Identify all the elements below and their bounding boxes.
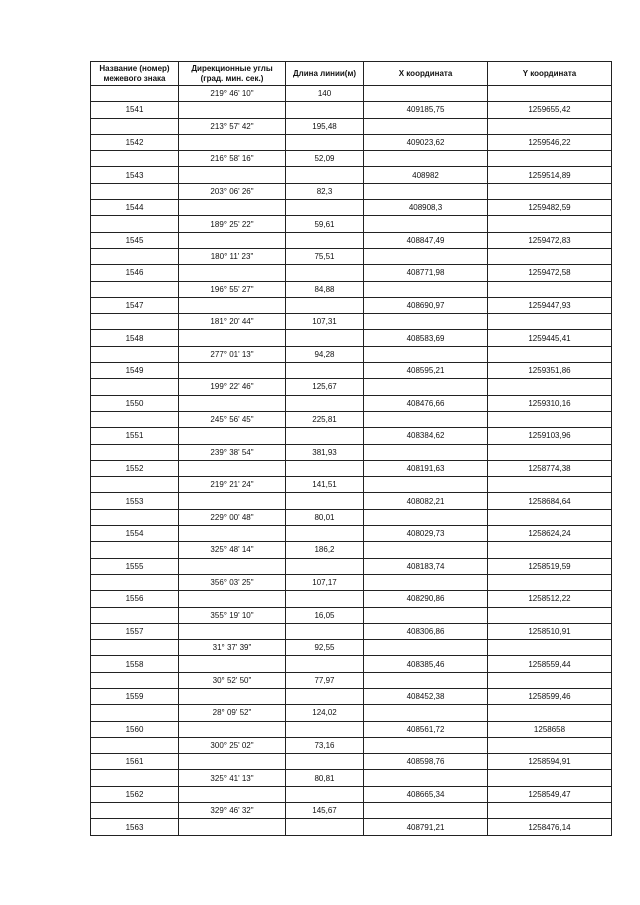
line-length-cell: 82,3: [286, 183, 364, 199]
bearing-cell: 277° 01' 13": [179, 346, 286, 362]
table-row: [91, 330, 612, 346]
marker-name-cell: 1561: [91, 754, 179, 770]
boundary-coordinates-table: [90, 61, 612, 836]
x-coordinate-cell: [364, 346, 488, 362]
x-coordinate-cell: [364, 509, 488, 525]
y-coordinate-cell: 1258476,14: [488, 819, 612, 835]
line-length-cell: [286, 265, 364, 281]
x-coordinate-cell: 408384,62: [364, 428, 488, 444]
marker-name-cell: 1550: [91, 395, 179, 411]
line-length-cell: [286, 819, 364, 835]
table-row: [91, 183, 612, 199]
table-row: [91, 640, 612, 656]
y-coordinate-cell: [488, 151, 612, 167]
x-coordinate-cell: [364, 281, 488, 297]
x-coordinate-cell: 408452,38: [364, 688, 488, 704]
bearing-cell: 181° 20' 44": [179, 314, 286, 330]
table-row: [91, 118, 612, 134]
y-coordinate-cell: 1258510,91: [488, 623, 612, 639]
x-coordinate-cell: 409185,75: [364, 102, 488, 118]
line-length-cell: [286, 428, 364, 444]
x-coordinate-cell: 408191,63: [364, 460, 488, 476]
table-row: [91, 151, 612, 167]
marker-name-cell: [91, 477, 179, 493]
x-coordinate-cell: 408583,69: [364, 330, 488, 346]
marker-name-cell: 1563: [91, 819, 179, 835]
marker-name-cell: [91, 770, 179, 786]
bearing-cell: 213° 57' 42": [179, 118, 286, 134]
marker-name-cell: 1556: [91, 591, 179, 607]
line-length-cell: [286, 558, 364, 574]
bearing-cell: 245° 56' 45": [179, 411, 286, 427]
y-coordinate-cell: [488, 216, 612, 232]
marker-name-cell: 1555: [91, 558, 179, 574]
marker-name-cell: 1562: [91, 786, 179, 802]
line-length-cell: 124,02: [286, 705, 364, 721]
x-coordinate-cell: 408982: [364, 167, 488, 183]
table-row: [91, 248, 612, 264]
marker-name-cell: [91, 281, 179, 297]
table-row: [91, 574, 612, 590]
y-coordinate-cell: [488, 281, 612, 297]
table-row: [91, 558, 612, 574]
line-length-cell: 16,05: [286, 607, 364, 623]
marker-name-cell: 1545: [91, 232, 179, 248]
x-coordinate-cell: 408690,97: [364, 297, 488, 313]
bearing-cell: [179, 656, 286, 672]
line-length-cell: [286, 134, 364, 150]
table-row: [91, 803, 612, 819]
x-coordinate-cell: 408082,21: [364, 493, 488, 509]
y-coordinate-cell: [488, 803, 612, 819]
marker-name-cell: [91, 118, 179, 134]
header-line-length: Длина линии(м): [286, 62, 364, 86]
marker-name-cell: [91, 151, 179, 167]
table-row: [91, 542, 612, 558]
bearing-cell: 199° 22' 46": [179, 379, 286, 395]
table-row: [91, 411, 612, 427]
x-coordinate-cell: [364, 411, 488, 427]
table-row: [91, 363, 612, 379]
x-coordinate-cell: 408908,3: [364, 200, 488, 216]
x-coordinate-cell: 408306,86: [364, 623, 488, 639]
header-bearing: Дирекционные углы (град. мин. сек.): [179, 62, 286, 86]
line-length-cell: [286, 526, 364, 542]
marker-name-cell: 1552: [91, 460, 179, 476]
x-coordinate-cell: [364, 770, 488, 786]
bearing-cell: 30° 52' 50": [179, 672, 286, 688]
y-coordinate-cell: [488, 542, 612, 558]
marker-name-cell: [91, 248, 179, 264]
x-coordinate-cell: [364, 737, 488, 753]
line-length-cell: [286, 330, 364, 346]
table-row: [91, 705, 612, 721]
bearing-cell: [179, 460, 286, 476]
line-length-cell: [286, 623, 364, 639]
bearing-cell: [179, 330, 286, 346]
marker-name-cell: 1557: [91, 623, 179, 639]
line-length-cell: 52,09: [286, 151, 364, 167]
table-row: [91, 819, 612, 835]
marker-name-cell: 1549: [91, 363, 179, 379]
y-coordinate-cell: 1259103,96: [488, 428, 612, 444]
x-coordinate-cell: [364, 183, 488, 199]
marker-name-cell: 1558: [91, 656, 179, 672]
bearing-cell: [179, 428, 286, 444]
table-row: [91, 477, 612, 493]
bearing-cell: [179, 265, 286, 281]
line-length-cell: [286, 493, 364, 509]
table-row: [91, 656, 612, 672]
marker-name-cell: 1546: [91, 265, 179, 281]
bearing-cell: [179, 819, 286, 835]
marker-name-cell: [91, 314, 179, 330]
table-header-row: [91, 62, 612, 86]
y-coordinate-cell: 1258684,64: [488, 493, 612, 509]
bearing-cell: [179, 493, 286, 509]
line-length-cell: 140: [286, 86, 364, 102]
table-row: [91, 314, 612, 330]
bearing-cell: [179, 721, 286, 737]
x-coordinate-cell: [364, 151, 488, 167]
table-row: [91, 460, 612, 476]
header-marker-name: Название (номер) межевого знака: [91, 62, 179, 86]
marker-name-cell: 1559: [91, 688, 179, 704]
table-row: [91, 526, 612, 542]
table-row: [91, 395, 612, 411]
y-coordinate-cell: [488, 509, 612, 525]
y-coordinate-cell: [488, 705, 612, 721]
marker-name-cell: [91, 607, 179, 623]
line-length-cell: [286, 786, 364, 802]
table-row: [91, 281, 612, 297]
table-row: [91, 200, 612, 216]
bearing-cell: 239° 38' 54": [179, 444, 286, 460]
line-length-cell: [286, 656, 364, 672]
header-x-coordinate: X координата: [364, 62, 488, 86]
line-length-cell: [286, 460, 364, 476]
x-coordinate-cell: [364, 803, 488, 819]
table-row: [91, 297, 612, 313]
line-length-cell: 145,67: [286, 803, 364, 819]
marker-name-cell: [91, 672, 179, 688]
y-coordinate-cell: [488, 346, 612, 362]
line-length-cell: 107,17: [286, 574, 364, 590]
line-length-cell: 94,28: [286, 346, 364, 362]
line-length-cell: [286, 297, 364, 313]
marker-name-cell: [91, 346, 179, 362]
marker-name-cell: [91, 379, 179, 395]
bearing-cell: 355° 19' 10": [179, 607, 286, 623]
y-coordinate-cell: 1258512,22: [488, 591, 612, 607]
x-coordinate-cell: 408665,34: [364, 786, 488, 802]
bearing-cell: [179, 526, 286, 542]
line-length-cell: 84,88: [286, 281, 364, 297]
bearing-cell: [179, 591, 286, 607]
y-coordinate-cell: [488, 672, 612, 688]
line-length-cell: 381,93: [286, 444, 364, 460]
x-coordinate-cell: 408290,86: [364, 591, 488, 607]
line-length-cell: [286, 591, 364, 607]
x-coordinate-cell: 408476,66: [364, 395, 488, 411]
bearing-cell: [179, 395, 286, 411]
bearing-cell: [179, 754, 286, 770]
line-length-cell: [286, 688, 364, 704]
y-coordinate-cell: 1259445,41: [488, 330, 612, 346]
line-length-cell: 195,48: [286, 118, 364, 134]
x-coordinate-cell: [364, 216, 488, 232]
line-length-cell: [286, 167, 364, 183]
table-row: [91, 216, 612, 232]
y-coordinate-cell: 1259472,83: [488, 232, 612, 248]
bearing-cell: 325° 48' 14": [179, 542, 286, 558]
table-row: [91, 379, 612, 395]
bearing-cell: 325° 41' 13": [179, 770, 286, 786]
line-length-cell: 92,55: [286, 640, 364, 656]
marker-name-cell: [91, 737, 179, 753]
y-coordinate-cell: 1258594,91: [488, 754, 612, 770]
line-length-cell: [286, 754, 364, 770]
table-row: [91, 591, 612, 607]
bearing-cell: 28° 09' 52": [179, 705, 286, 721]
table-row: [91, 607, 612, 623]
bearing-cell: 31° 37' 39": [179, 640, 286, 656]
table-row: [91, 721, 612, 737]
bearing-cell: 189° 25' 22": [179, 216, 286, 232]
bearing-cell: [179, 232, 286, 248]
line-length-cell: [286, 232, 364, 248]
y-coordinate-cell: 1259351,86: [488, 363, 612, 379]
y-coordinate-cell: 1259655,42: [488, 102, 612, 118]
marker-name-cell: [91, 705, 179, 721]
y-coordinate-cell: [488, 86, 612, 102]
y-coordinate-cell: [488, 118, 612, 134]
x-coordinate-cell: 408029,73: [364, 526, 488, 542]
line-length-cell: 125,67: [286, 379, 364, 395]
table-row: [91, 134, 612, 150]
y-coordinate-cell: 1259482,59: [488, 200, 612, 216]
marker-name-cell: [91, 574, 179, 590]
y-coordinate-cell: [488, 737, 612, 753]
x-coordinate-cell: [364, 118, 488, 134]
bearing-cell: 329° 46' 32": [179, 803, 286, 819]
line-length-cell: 107,31: [286, 314, 364, 330]
x-coordinate-cell: [364, 477, 488, 493]
x-coordinate-cell: 408771,98: [364, 265, 488, 281]
y-coordinate-cell: [488, 574, 612, 590]
bearing-cell: [179, 363, 286, 379]
line-length-cell: 80,01: [286, 509, 364, 525]
line-length-cell: [286, 363, 364, 379]
marker-name-cell: 1551: [91, 428, 179, 444]
x-coordinate-cell: [364, 705, 488, 721]
line-length-cell: 75,51: [286, 248, 364, 264]
y-coordinate-cell: [488, 444, 612, 460]
y-coordinate-cell: 1259447,93: [488, 297, 612, 313]
y-coordinate-cell: [488, 183, 612, 199]
y-coordinate-cell: 1258624,24: [488, 526, 612, 542]
bearing-cell: [179, 167, 286, 183]
table-row: [91, 167, 612, 183]
bearing-cell: [179, 786, 286, 802]
table-row: [91, 232, 612, 248]
y-coordinate-cell: [488, 248, 612, 264]
x-coordinate-cell: [364, 379, 488, 395]
table-row: [91, 737, 612, 753]
bearing-cell: 229° 00' 48": [179, 509, 286, 525]
marker-name-cell: [91, 86, 179, 102]
marker-name-cell: 1554: [91, 526, 179, 542]
bearing-cell: [179, 558, 286, 574]
table-row: [91, 86, 612, 102]
marker-name-cell: [91, 411, 179, 427]
line-length-cell: 141,51: [286, 477, 364, 493]
x-coordinate-cell: 408598,76: [364, 754, 488, 770]
bearing-cell: 196° 55' 27": [179, 281, 286, 297]
x-coordinate-cell: [364, 574, 488, 590]
x-coordinate-cell: 408183,74: [364, 558, 488, 574]
y-coordinate-cell: 1258774,38: [488, 460, 612, 476]
marker-name-cell: 1547: [91, 297, 179, 313]
bearing-cell: 216° 58' 16": [179, 151, 286, 167]
y-coordinate-cell: 1259472,58: [488, 265, 612, 281]
table-row: [91, 493, 612, 509]
marker-name-cell: [91, 803, 179, 819]
y-coordinate-cell: 1259514,89: [488, 167, 612, 183]
x-coordinate-cell: [364, 607, 488, 623]
x-coordinate-cell: 408385,46: [364, 656, 488, 672]
line-length-cell: 80,81: [286, 770, 364, 786]
table-body: [91, 86, 612, 836]
y-coordinate-cell: [488, 477, 612, 493]
line-length-cell: 77,97: [286, 672, 364, 688]
marker-name-cell: [91, 183, 179, 199]
line-length-cell: [286, 395, 364, 411]
x-coordinate-cell: [364, 314, 488, 330]
y-coordinate-cell: [488, 411, 612, 427]
line-length-cell: [286, 102, 364, 118]
marker-name-cell: 1553: [91, 493, 179, 509]
line-length-cell: 59,61: [286, 216, 364, 232]
line-length-cell: 225,81: [286, 411, 364, 427]
marker-name-cell: [91, 542, 179, 558]
bearing-cell: 219° 46' 10": [179, 86, 286, 102]
y-coordinate-cell: [488, 770, 612, 786]
bearing-cell: 180° 11' 23": [179, 248, 286, 264]
header-y-coordinate: Y координата: [488, 62, 612, 86]
x-coordinate-cell: [364, 248, 488, 264]
line-length-cell: 186,2: [286, 542, 364, 558]
marker-name-cell: 1543: [91, 167, 179, 183]
x-coordinate-cell: 408595,21: [364, 363, 488, 379]
bearing-cell: [179, 200, 286, 216]
y-coordinate-cell: [488, 314, 612, 330]
bearing-cell: [179, 623, 286, 639]
y-coordinate-cell: [488, 379, 612, 395]
y-coordinate-cell: 1259546,22: [488, 134, 612, 150]
table-row: [91, 509, 612, 525]
marker-name-cell: [91, 444, 179, 460]
line-length-cell: 73,16: [286, 737, 364, 753]
bearing-cell: [179, 134, 286, 150]
table-row: [91, 444, 612, 460]
marker-name-cell: [91, 509, 179, 525]
x-coordinate-cell: [364, 444, 488, 460]
bearing-cell: 219° 21' 24": [179, 477, 286, 493]
marker-name-cell: [91, 216, 179, 232]
table-row: [91, 102, 612, 118]
table-row: [91, 786, 612, 802]
table-row: [91, 688, 612, 704]
table-row: [91, 754, 612, 770]
bearing-cell: 300° 25' 02": [179, 737, 286, 753]
x-coordinate-cell: [364, 542, 488, 558]
x-coordinate-cell: [364, 640, 488, 656]
y-coordinate-cell: 1258559,44: [488, 656, 612, 672]
table-row: [91, 265, 612, 281]
x-coordinate-cell: 408791,21: [364, 819, 488, 835]
bearing-cell: 203° 06' 26": [179, 183, 286, 199]
y-coordinate-cell: 1259310,16: [488, 395, 612, 411]
line-length-cell: [286, 200, 364, 216]
bearing-cell: [179, 297, 286, 313]
y-coordinate-cell: 1258599,46: [488, 688, 612, 704]
table-row: [91, 428, 612, 444]
bearing-cell: 356° 03' 25": [179, 574, 286, 590]
y-coordinate-cell: [488, 640, 612, 656]
y-coordinate-cell: 1258519,59: [488, 558, 612, 574]
table-row: [91, 770, 612, 786]
x-coordinate-cell: 408847,49: [364, 232, 488, 248]
y-coordinate-cell: 1258549,47: [488, 786, 612, 802]
table-row: [91, 346, 612, 362]
marker-name-cell: 1548: [91, 330, 179, 346]
table-row: [91, 672, 612, 688]
marker-name-cell: [91, 640, 179, 656]
y-coordinate-cell: [488, 607, 612, 623]
x-coordinate-cell: 409023,62: [364, 134, 488, 150]
y-coordinate-cell: 1258658: [488, 721, 612, 737]
marker-name-cell: 1544: [91, 200, 179, 216]
marker-name-cell: 1541: [91, 102, 179, 118]
line-length-cell: [286, 721, 364, 737]
marker-name-cell: 1560: [91, 721, 179, 737]
bearing-cell: [179, 102, 286, 118]
x-coordinate-cell: [364, 672, 488, 688]
bearing-cell: [179, 688, 286, 704]
x-coordinate-cell: 408561,72: [364, 721, 488, 737]
x-coordinate-cell: [364, 86, 488, 102]
table-row: [91, 623, 612, 639]
marker-name-cell: 1542: [91, 134, 179, 150]
